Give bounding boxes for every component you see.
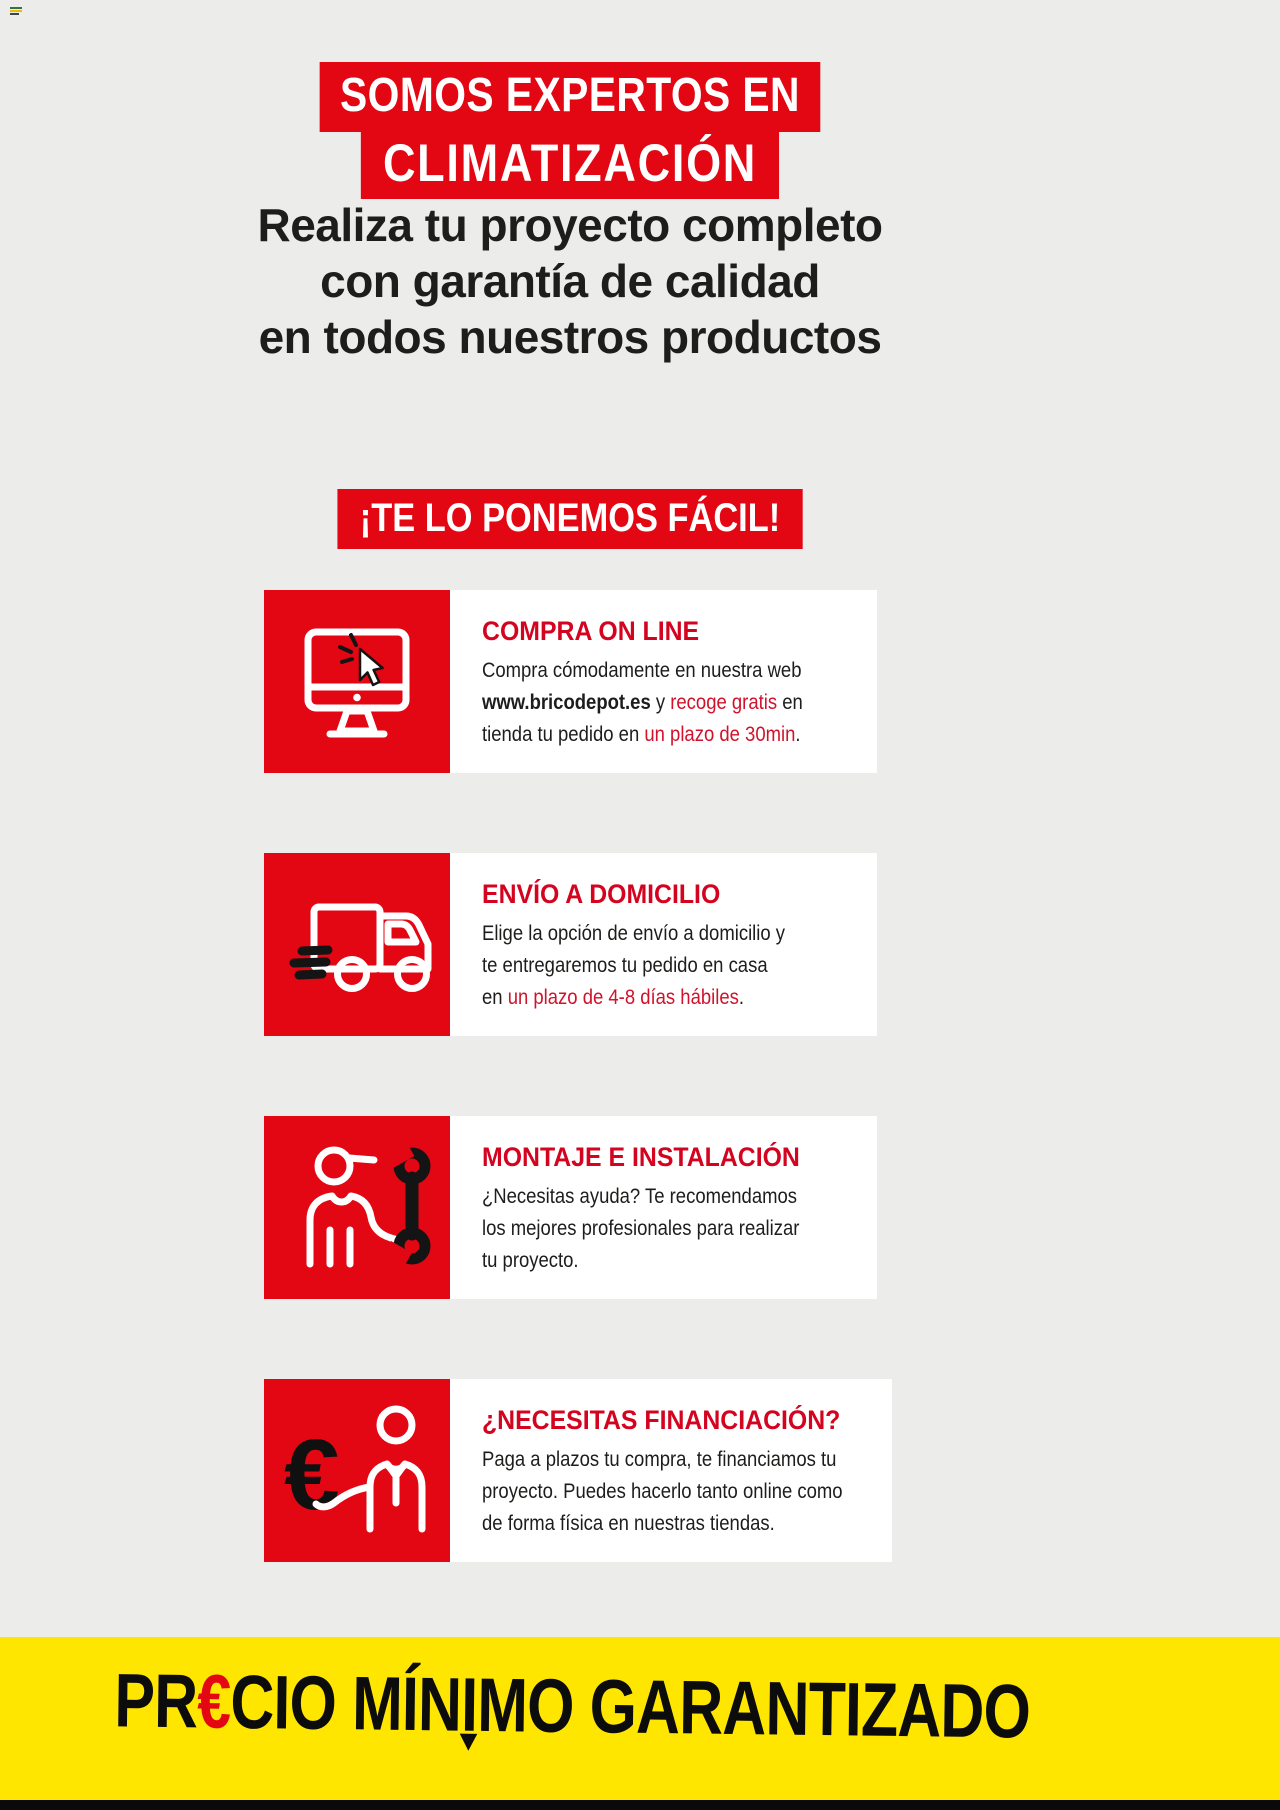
arrow-letter: I xyxy=(460,1662,478,1748)
body-line xyxy=(482,1476,843,1508)
text-segment: Compra cómodamente en nuestra web xyxy=(482,659,802,682)
headline-line-3: en todos nuestros productos xyxy=(258,311,882,363)
body-line xyxy=(482,950,830,982)
monitor-click-icon xyxy=(264,590,450,773)
card-text xyxy=(450,1379,892,1562)
headline xyxy=(0,197,1140,365)
body-line xyxy=(482,687,830,719)
card-installation xyxy=(264,1116,877,1299)
card-home-delivery xyxy=(264,853,877,1036)
card-text xyxy=(450,590,877,773)
body-line xyxy=(482,1245,830,1277)
card-body xyxy=(482,655,877,751)
price-footer-inner xyxy=(0,1637,1100,1755)
text-segment: . xyxy=(738,986,745,1009)
card-online-purchase xyxy=(264,590,877,773)
price-text-post: MO GARANTIZADO xyxy=(476,1662,1031,1755)
card-title: MONTAJE E INSTALACIÓN xyxy=(482,1142,800,1172)
text-segment: Elige la opción de envío a domicilio y xyxy=(482,922,786,945)
card-text xyxy=(450,1116,877,1299)
card-title: ENVÍO A DOMICILIO xyxy=(482,879,721,909)
headline-line-2: con garantía de calidad xyxy=(320,255,820,307)
price-text-mid: CIO MÍN xyxy=(229,1659,462,1748)
text-segment: tu proyecto. xyxy=(482,1249,579,1272)
easy-ribbon: ¡TE LO PONEMOS FÁCIL! xyxy=(337,489,802,549)
text-segment: proyecto. Puedes hacerlo tanto online como xyxy=(482,1480,843,1503)
experts-badge: SOMOS EXPERTOS EN xyxy=(320,62,821,132)
text-segment: te entregaremos tu pedido en casa xyxy=(482,954,768,977)
text-segment: tienda tu pedido en xyxy=(482,723,645,746)
price-text-pre: PR xyxy=(113,1658,198,1745)
text-segment: un plazo de 30min xyxy=(644,723,796,746)
price-footer-text xyxy=(113,1658,1031,1755)
body-line xyxy=(482,982,830,1014)
body-line xyxy=(482,1213,830,1245)
body-line xyxy=(482,918,830,950)
headline-line-1: Realiza tu proyecto completo xyxy=(257,199,883,251)
body-line xyxy=(482,719,830,751)
technician-wrench-icon xyxy=(264,1116,450,1299)
text-segment: Paga a plazos tu compra, te financiamos tu xyxy=(482,1448,837,1471)
climatizacion-badge: CLIMATIZACIÓN xyxy=(361,130,779,199)
body-line xyxy=(482,655,830,687)
text-segment: en xyxy=(482,986,508,1009)
card-title: COMPRA ON LINE xyxy=(482,616,700,646)
text-segment: y xyxy=(650,691,671,714)
text-segment: los mejores profesionales para realizar xyxy=(482,1217,800,1240)
body-line xyxy=(482,1181,830,1213)
svg-text:€: € xyxy=(284,1419,340,1531)
text-segment: recoge gratis xyxy=(670,691,778,714)
bottom-strip xyxy=(0,1800,1280,1810)
card-text xyxy=(450,853,877,1036)
card-financing xyxy=(264,1379,877,1562)
card-title: ¿NECESITAS FINANCIACIÓN? xyxy=(482,1405,841,1435)
delivery-truck-icon xyxy=(264,853,450,1036)
card-body xyxy=(482,918,877,1014)
card-body xyxy=(482,1444,892,1540)
card-body xyxy=(482,1181,877,1277)
euro-symbol: € xyxy=(196,1659,231,1745)
text-segment: de forma física en nuestras tiendas. xyxy=(482,1512,775,1535)
text-segment: ¿Necesitas ayuda? Te recomendamos xyxy=(482,1185,798,1208)
text-segment: en xyxy=(777,691,803,714)
website-link[interactable]: www.bricodepot.es xyxy=(482,691,651,714)
euro-financing-icon xyxy=(264,1379,450,1562)
price-footer xyxy=(0,1637,1280,1800)
service-cards xyxy=(264,590,877,1642)
body-line xyxy=(482,1444,843,1476)
text-segment: un plazo de 4-8 días hábiles xyxy=(507,986,739,1009)
text-segment: . xyxy=(795,723,801,746)
body-line xyxy=(482,1508,843,1540)
